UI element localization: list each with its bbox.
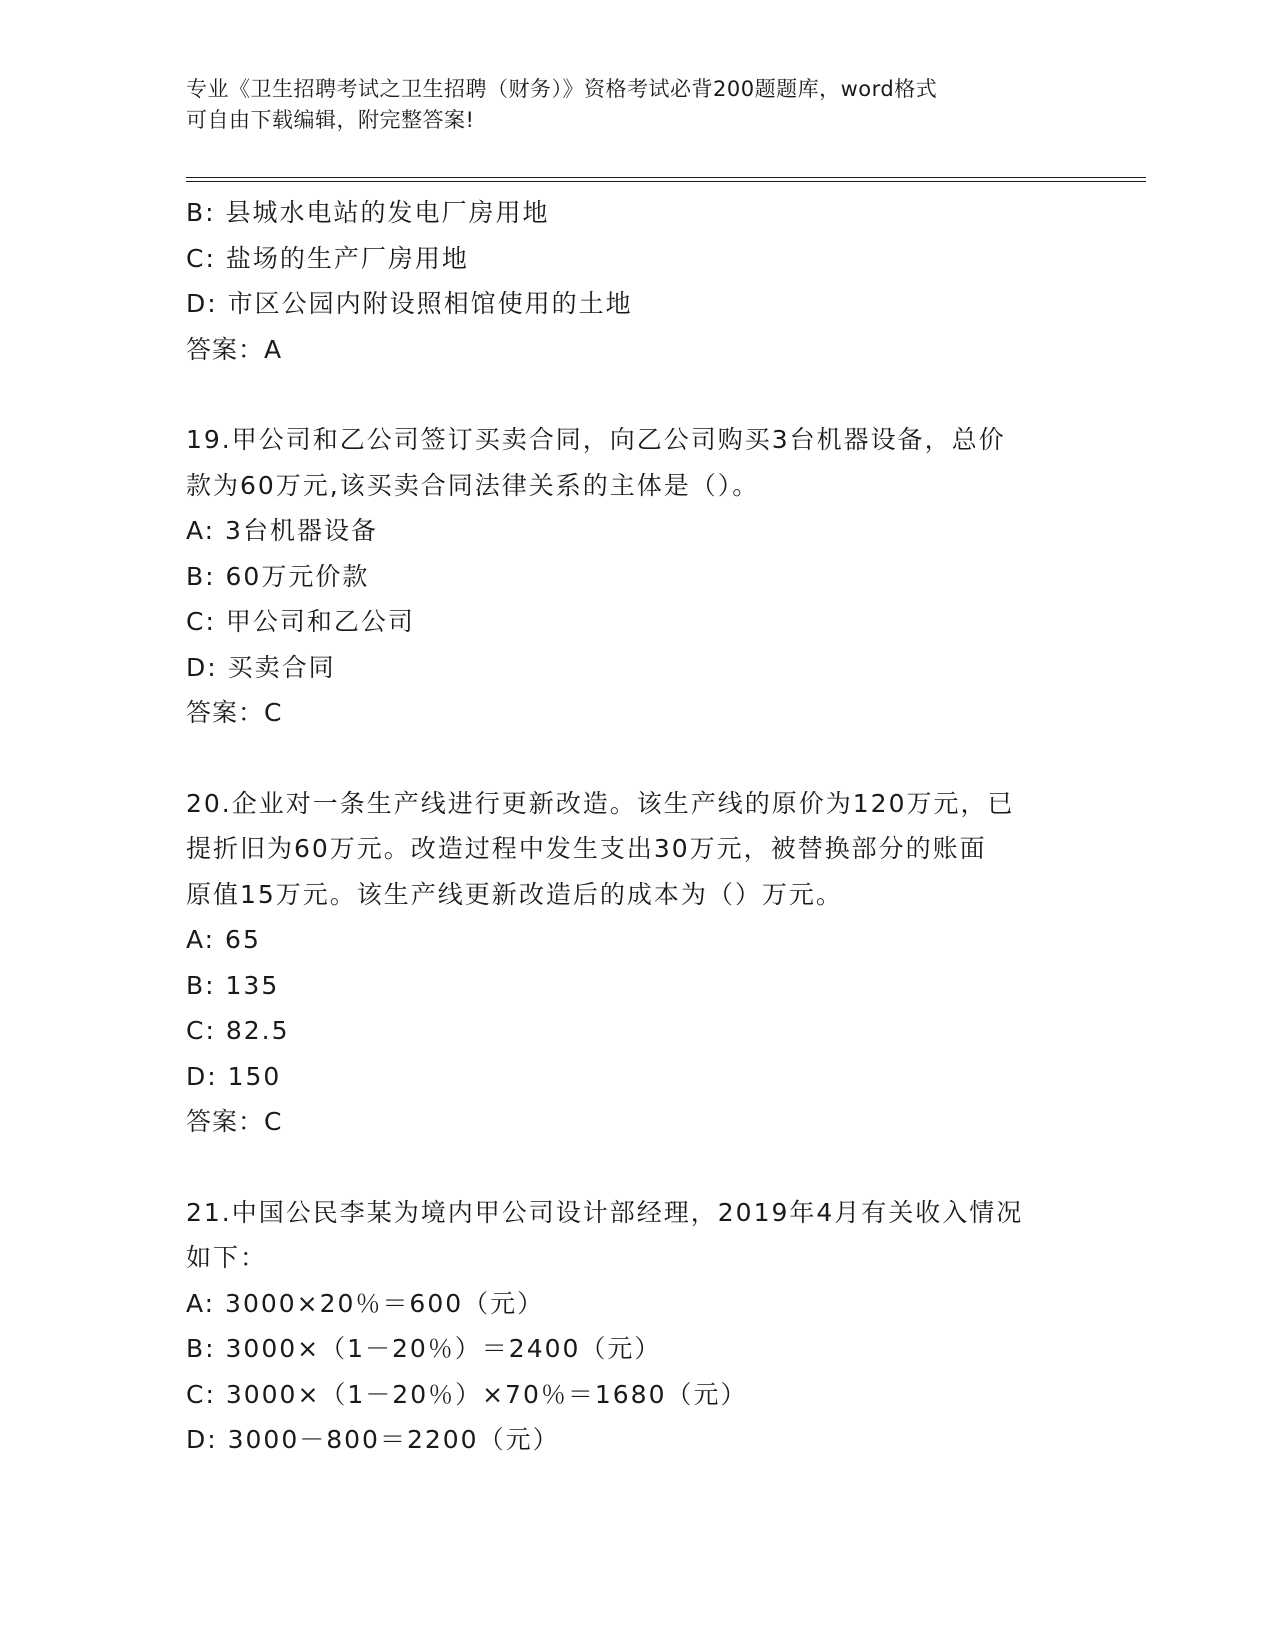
option-b: B: 60万元价款 (186, 561, 370, 591)
answer-line: 答案：C (186, 1107, 283, 1136)
question-text (186, 1190, 1076, 1281)
option-c: C: 盐场的生产厂房用地 (186, 243, 469, 273)
question-text-line: 21.中国公民李某为境内甲公司设计部经理，2019年4月有关收入情况 (186, 1197, 1024, 1227)
answer-line: 答案：C (186, 698, 283, 727)
option-d: D: 市区公园内附设照相馆使用的土地 (186, 289, 633, 318)
option-b: B: 3000×（1－20％）＝2400（元） (186, 1334, 662, 1363)
option-b: B: 135 (186, 970, 280, 1000)
question-20 (186, 781, 1086, 1145)
question-text-line: 原值15万元。该生产线更新改造后的成本为（）万元。 (186, 879, 843, 909)
option-b: B: 县城水电站的发电厂房用地 (186, 198, 550, 227)
option-a: A: 3台机器设备 (186, 516, 378, 545)
answer-line: 答案：A (186, 334, 283, 364)
option-a: A: 65 (186, 925, 261, 954)
option-c: C: 3000×（1－20％）×70％＝1680（元） (186, 1379, 748, 1409)
header-title-line-1: 专业《卫生招聘考试之卫生招聘（财务）》资格考试必背200题题库，word格式 (186, 77, 938, 101)
option-d: D: 3000－800＝2200（元） (186, 1425, 560, 1454)
question-text-line: 20.企业对一条生产线进行更新改造。该生产线的原价为120万元，已 (186, 788, 1015, 818)
header-divider (186, 177, 1146, 182)
option-a: A: 3000×20％＝600（元） (186, 1288, 545, 1318)
question-text-line: 19.甲公司和乙公司签订买卖合同，向乙公司购买3台机器设备，总价 (186, 425, 1006, 454)
question-text-line: 提折旧为60万元。改造过程中发生支出30万元，被替换部分的账面 (186, 834, 987, 863)
question-text-line: 如下： (186, 1243, 268, 1272)
question-text-line: 款为60万元,该买卖合同法律关系的主体是（）。 (186, 470, 760, 500)
option-c: C: 82.5 (186, 1016, 290, 1045)
option-d: D: 150 (186, 1061, 282, 1091)
question-21 (186, 1190, 1086, 1463)
document-header (186, 74, 1086, 136)
header-title-line-2: 可自由下载编辑，附完整答案! (186, 108, 475, 132)
question-18-tail (186, 190, 1086, 372)
question-text (186, 417, 1076, 508)
option-c: C: 甲公司和乙公司 (186, 607, 415, 636)
question-19 (186, 417, 1086, 736)
question-text (186, 781, 1076, 918)
option-d: D: 买卖合同 (186, 652, 336, 682)
question-list (186, 190, 1086, 1463)
